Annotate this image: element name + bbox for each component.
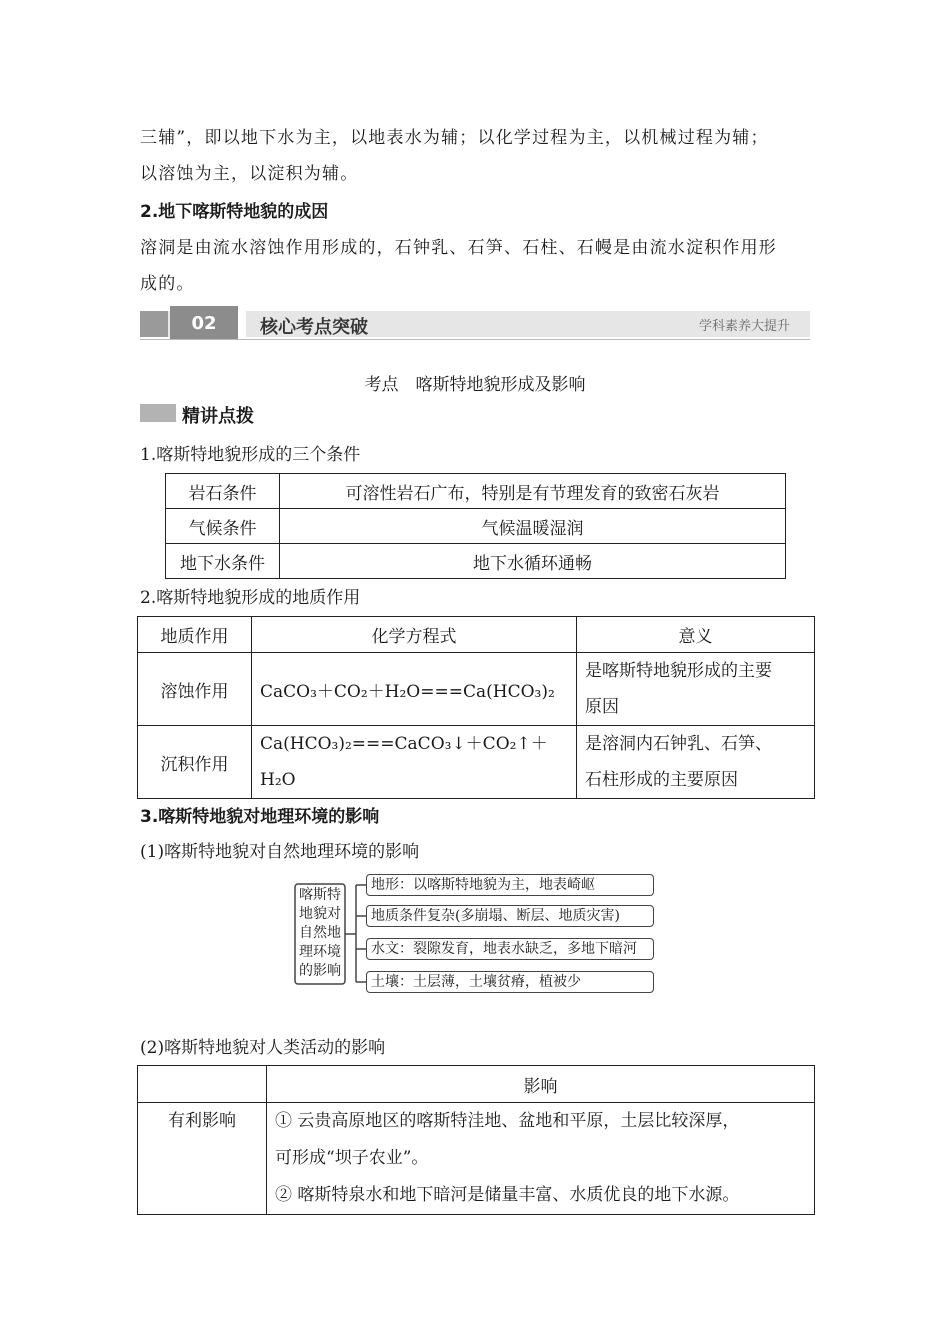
diagram-branch-terrain: 地形：以喀斯特地貌为主，地表崎岖 xyxy=(366,874,654,896)
human-table-blank-header xyxy=(138,1066,267,1103)
natural-effects-diagram xyxy=(294,872,656,996)
table-row xyxy=(138,653,815,726)
section2-line-1: 溶洞是由流水溶蚀作用形成的，石钟乳、石笋、石柱、石幔是由流水淀积作用形 xyxy=(140,238,777,258)
condition-value: 可溶性岩石广布，特别是有节理发育的致密石灰岩 xyxy=(280,474,786,509)
jingjiang-bar xyxy=(140,404,176,422)
table-row xyxy=(166,544,786,579)
diagram-root-line: 地貌对 xyxy=(299,906,341,922)
diagram-branch-hydrology: 水文：裂隙发育，地表水缺乏，多地下暗河 xyxy=(366,938,654,960)
condition-value: 气候温暖湿润 xyxy=(280,509,786,544)
geology-action-name: 溶蚀作用 xyxy=(138,653,252,726)
diagram-root-line: 的影响 xyxy=(299,963,341,979)
human-table-row-label: 有利影响 xyxy=(138,1103,267,1215)
table-row xyxy=(138,617,815,653)
banner-underline xyxy=(140,339,810,340)
meaning-line: 是喀斯特地貌形成的主要 xyxy=(585,661,772,681)
equation-line: CaCO₃＋CO₂＋H₂O===Ca(HCO₃)₂ xyxy=(260,681,555,702)
diagram-root-line: 自然地 xyxy=(299,925,341,941)
diagram-root-line: 理环境 xyxy=(299,944,341,960)
geology-table xyxy=(137,616,815,799)
diagram-branch-geology: 地质条件复杂(多崩塌、断层、地质灾害) xyxy=(366,905,654,927)
meaning-line: 石柱形成的主要原因 xyxy=(585,770,738,790)
meaning-line: 原因 xyxy=(585,697,619,717)
geology-meaning xyxy=(577,653,815,726)
jingjiang-heading: 精讲点拨 xyxy=(182,406,254,427)
banner-number: 02 xyxy=(191,313,217,334)
geology-heading: 2.喀斯特地貌形成的地质作用 xyxy=(140,588,361,608)
geology-meaning xyxy=(577,726,815,799)
table-row xyxy=(166,509,786,544)
section-heading-underground: 2.地下喀斯特地貌的成因 xyxy=(140,202,329,222)
equation-line: Ca(HCO₃)₂===CaCO₃↓＋CO₂↑＋ xyxy=(260,734,548,754)
condition-label: 岩石条件 xyxy=(166,474,280,509)
diagram-root-line: 喀斯特 xyxy=(299,887,341,903)
effects-natural-heading: (1)喀斯特地貌对自然地理环境的影响 xyxy=(140,842,420,862)
geology-equation xyxy=(252,653,577,726)
banner-right-text: 学科素养大提升 xyxy=(698,319,790,334)
table-row xyxy=(138,726,815,799)
human-effect-line: ② 喀斯特泉水和地下暗河是储量丰富、水质优良的地下水源。 xyxy=(275,1185,740,1205)
conditions-table xyxy=(165,473,786,579)
banner-left-bar xyxy=(140,311,168,337)
geology-header-equation: 化学方程式 xyxy=(252,617,577,653)
condition-label: 气候条件 xyxy=(166,509,280,544)
banner-number-box xyxy=(170,306,238,340)
human-effect-line: 可形成“坝子农业”。 xyxy=(275,1148,429,1168)
banner-gap xyxy=(238,306,246,340)
human-table-header: 影响 xyxy=(267,1066,815,1103)
table-row xyxy=(166,474,786,509)
table-row xyxy=(138,1103,815,1215)
condition-value: 地下水循环通畅 xyxy=(280,544,786,579)
geology-header-action: 地质作用 xyxy=(138,617,252,653)
geology-header-meaning: 意义 xyxy=(577,617,815,653)
section-banner xyxy=(140,306,810,340)
human-table-content xyxy=(267,1103,815,1215)
table-row xyxy=(138,1066,815,1103)
effects-heading: 3.喀斯特地貌对地理环境的影响 xyxy=(140,807,380,827)
topic-title: 考点 喀斯特地貌形成及影响 xyxy=(364,375,586,395)
diagram-branch-soil: 土壤：土层薄，土壤贫瘠，植被少 xyxy=(366,971,654,993)
meaning-line: 是溶洞内石钟乳、石笋、 xyxy=(585,734,772,754)
effects-human-heading: (2)喀斯特地貌对人类活动的影响 xyxy=(140,1038,386,1058)
intro-line-1: 三辅”，即以地下水为主，以地表水为辅；以化学过程为主，以机械过程为辅； xyxy=(140,128,769,148)
conditions-heading: 1.喀斯特地貌形成的三个条件 xyxy=(140,445,361,465)
section2-line-2: 成的。 xyxy=(140,274,195,294)
diagram-root xyxy=(296,886,344,981)
condition-label: 地下水条件 xyxy=(166,544,280,579)
equation-line: H₂O xyxy=(260,770,296,790)
geology-equation xyxy=(252,726,577,799)
banner-title: 核心考点突破 xyxy=(260,317,368,338)
human-effects-table xyxy=(137,1065,815,1215)
geology-action-name: 沉积作用 xyxy=(138,726,252,799)
human-effect-line: ① 云贵高原地区的喀斯特洼地、盆地和平原，土层比较深厚， xyxy=(275,1111,740,1131)
intro-line-2: 以溶蚀为主，以淀积为辅。 xyxy=(140,164,359,184)
